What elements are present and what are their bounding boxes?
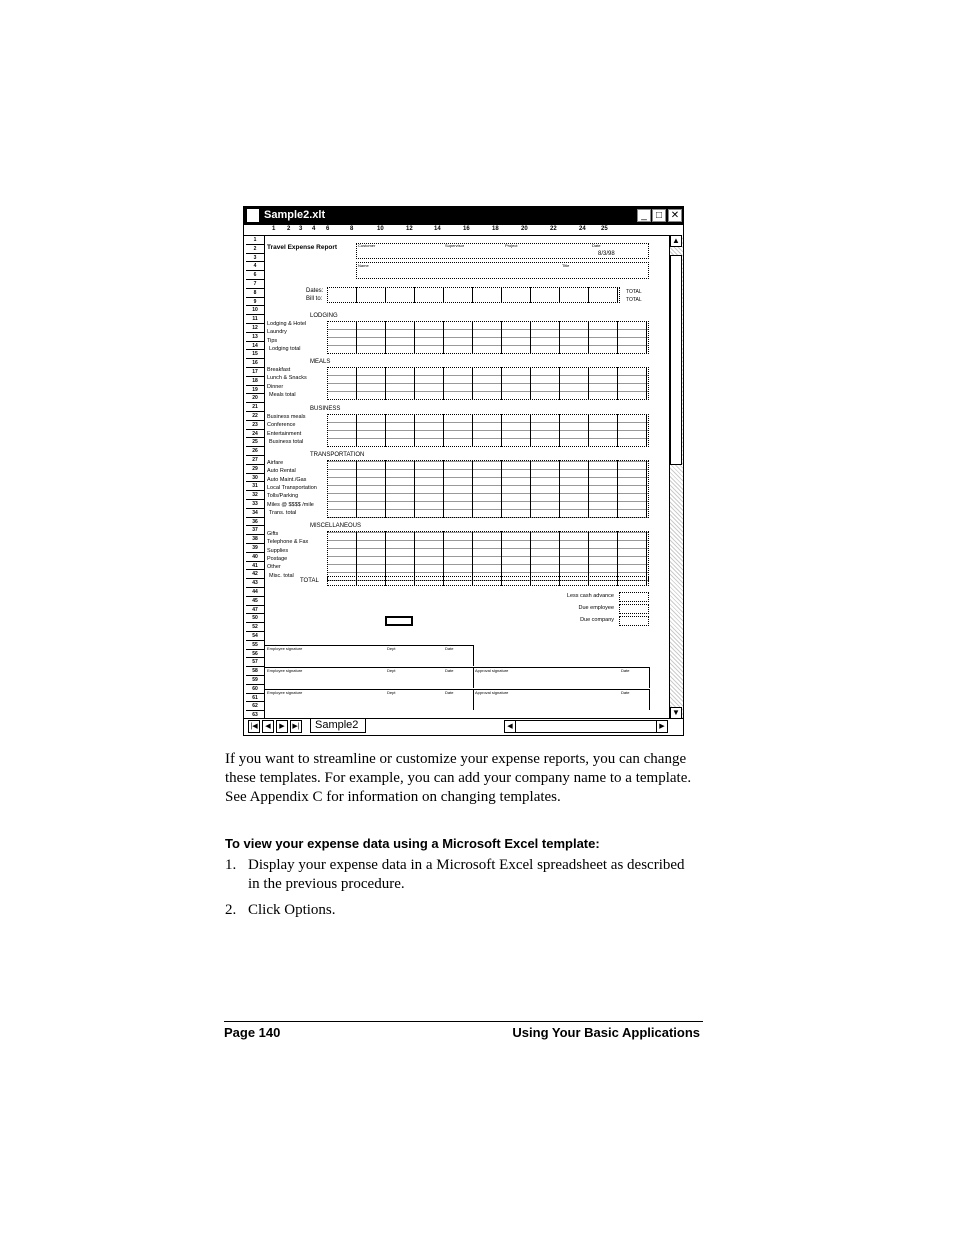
row-header[interactable]: 42: [246, 569, 264, 579]
signature-field-label: Dept: [387, 690, 396, 695]
scroll-up-arrow-icon[interactable]: ▲: [670, 235, 682, 247]
column-header[interactable]: 18: [492, 226, 499, 232]
scroll-thumb[interactable]: [670, 255, 682, 465]
row-header[interactable]: 56: [246, 649, 264, 659]
dates-label: Dates:: [306, 288, 324, 294]
row-header[interactable]: 33: [246, 499, 264, 509]
row-header[interactable]: 2: [246, 244, 264, 254]
row-header[interactable]: 1: [246, 235, 264, 245]
minimize-button[interactable]: _: [637, 209, 651, 222]
line-item-label: Gifts: [267, 531, 279, 537]
line-item-label: Postage: [267, 555, 288, 562]
signature-field-label: Approval signature: [475, 690, 509, 695]
column-header[interactable]: 4: [312, 226, 316, 232]
procedure-heading: To view your expense data using a Microsoft Excel template:: [225, 836, 600, 851]
row-header[interactable]: 7: [246, 279, 264, 289]
row-header[interactable]: 60: [246, 684, 264, 694]
section-heading: LODGING: [310, 313, 338, 319]
row-header[interactable]: 10: [246, 305, 264, 315]
step2-text: Click Options.: [248, 902, 336, 918]
column-header[interactable]: 6: [326, 226, 330, 232]
summary-cell[interactable]: [619, 604, 649, 614]
line-item-label: Other: [267, 564, 281, 571]
line-item-label: Supplies: [267, 547, 289, 554]
row-header[interactable]: 21: [246, 402, 264, 412]
line-item-label: Lodging total: [269, 345, 301, 352]
prev-sheet-icon[interactable]: ◀: [262, 720, 274, 733]
excel-window: [243, 206, 684, 736]
row-header[interactable]: 47: [246, 605, 264, 615]
expense-grid[interactable]: [327, 414, 649, 447]
row-headers[interactable]: [246, 235, 265, 719]
line-item-label: Lodging & Hotel: [267, 321, 307, 327]
line-item-label: Tolls/Parking: [267, 493, 299, 500]
line-item-label: Laundry: [267, 329, 287, 336]
signature-field-label: Dept: [387, 668, 396, 673]
sheet-tab-bar: [244, 718, 683, 735]
window-titlebar[interactable]: [244, 207, 683, 225]
line-item-label: Meals total: [269, 391, 296, 398]
body-paragraph: If you want to streamline or customize your expense reports, you can change these templates. For example, you can add your company name to a template. See Appendix C for information on changing templates.: [225, 751, 692, 805]
sheet-tab-sample2[interactable]: Sample2: [310, 719, 366, 733]
line-item-label: Lunch & Snacks: [267, 375, 307, 382]
signature-field-label: Dept: [387, 646, 396, 651]
row-header[interactable]: 57: [246, 657, 264, 667]
summary-label: Less cash advance: [566, 593, 614, 599]
line-item-label: Miles @ $$$$ /mile: [267, 501, 314, 508]
line-item-label: Dinner: [267, 383, 284, 390]
row-header[interactable]: 44: [246, 587, 264, 597]
row-header[interactable]: 31: [246, 481, 264, 491]
row-header[interactable]: 34: [246, 508, 264, 518]
signature-field-label: Employee signature: [267, 646, 303, 651]
row-header[interactable]: 13: [246, 332, 264, 342]
row-header[interactable]: 29: [246, 464, 264, 474]
column-header[interactable]: 12: [406, 226, 413, 232]
scroll-right-arrow-icon[interactable]: ▶: [656, 720, 668, 733]
row-header[interactable]: 43: [246, 578, 264, 588]
row-header[interactable]: 24: [246, 429, 264, 439]
footer-section-title: Using Your Basic Applications: [512, 1025, 700, 1040]
line-item-label: Trans. total: [269, 509, 297, 516]
row-header[interactable]: 61: [246, 693, 264, 703]
close-button[interactable]: ✕: [668, 209, 682, 222]
line-item-label: Misc. total: [269, 572, 294, 579]
signature-field-label: Date: [445, 646, 454, 651]
excel-document-icon: [247, 209, 259, 222]
column-header[interactable]: 24: [579, 226, 586, 232]
grand-total-grid[interactable]: [327, 576, 649, 586]
scroll-left-arrow-icon[interactable]: ◀: [504, 720, 516, 733]
section-heading: MEALS: [310, 359, 331, 365]
line-item-label: Tips: [267, 337, 278, 344]
row-header[interactable]: 22: [246, 411, 264, 421]
next-sheet-icon[interactable]: ▶: [276, 720, 288, 733]
billto-total: TOTAL: [626, 297, 642, 303]
line-item-label: Business total: [269, 438, 304, 445]
footer-rule: [224, 1021, 703, 1022]
column-header[interactable]: 8: [350, 226, 354, 232]
dates-grid: [327, 287, 620, 303]
column-header[interactable]: 10: [377, 226, 384, 232]
field-project: Project: [505, 243, 518, 248]
line-item-label: Auto Rental: [267, 468, 296, 475]
line-item-label: Breakfast: [267, 367, 291, 373]
row-header[interactable]: 12: [246, 323, 264, 333]
row-header[interactable]: 16: [246, 358, 264, 368]
row-header[interactable]: 55: [246, 640, 264, 650]
row-header[interactable]: 4: [246, 261, 264, 271]
row-header[interactable]: 11: [246, 314, 264, 324]
last-sheet-icon[interactable]: ▶|: [290, 720, 302, 733]
report-title: Travel Expense Report: [267, 244, 338, 251]
row-header[interactable]: 54: [246, 631, 264, 641]
row-header[interactable]: 45: [246, 596, 264, 606]
column-header[interactable]: 14: [434, 226, 441, 232]
signature-field-label: Date: [621, 668, 630, 673]
column-header[interactable]: 3: [299, 226, 303, 232]
date-value: 8/3/98: [598, 251, 615, 257]
signature-field-label: Employee signature: [267, 668, 303, 673]
row-header[interactable]: 30: [246, 473, 264, 483]
column-header[interactable]: 1: [272, 226, 276, 232]
vertical-scrollbar[interactable]: [669, 235, 683, 719]
row-header[interactable]: 17: [246, 367, 264, 377]
first-sheet-icon[interactable]: |◀: [248, 720, 260, 733]
row-header[interactable]: 62: [246, 701, 264, 711]
field-supervisor: Supervisor: [445, 243, 465, 248]
window-title: Sample2.xlt: [264, 209, 326, 221]
section-heading: MISCELLANEOUS: [310, 523, 362, 529]
row-header[interactable]: 9: [246, 297, 264, 307]
line-item-label: Airfare: [267, 460, 284, 466]
row-header[interactable]: 6: [246, 270, 264, 280]
signature-field-label: Approval signature: [475, 668, 509, 673]
summary-cell[interactable]: [619, 616, 649, 626]
row-header[interactable]: 23: [246, 420, 264, 430]
summary-label: Due company: [580, 617, 614, 623]
dates-total: TOTAL: [626, 289, 642, 295]
row-header[interactable]: 20: [246, 393, 264, 403]
row-header[interactable]: 37: [246, 525, 264, 535]
row-header[interactable]: 59: [246, 675, 264, 685]
row-header[interactable]: 58: [246, 666, 264, 676]
scroll-down-arrow-icon[interactable]: ▼: [670, 707, 682, 719]
row-header[interactable]: 63: [246, 710, 264, 720]
billto-label: Bill to:: [306, 296, 323, 302]
field-customer: Customer: [358, 243, 376, 248]
column-header[interactable]: 20: [521, 226, 528, 232]
summary-label: Due employee: [578, 605, 614, 611]
page-number: Page 140: [224, 1025, 281, 1040]
column-header[interactable]: 2: [287, 226, 291, 232]
row-header[interactable]: 25: [246, 437, 264, 447]
row-header[interactable]: 26: [246, 446, 264, 456]
expense-grid[interactable]: [327, 460, 649, 518]
active-cell-cursor[interactable]: [385, 616, 413, 626]
row-header[interactable]: 40: [246, 552, 264, 562]
signature-field-label: Employee signature: [267, 690, 303, 695]
expense-grid[interactable]: [327, 531, 649, 581]
row-header[interactable]: 18: [246, 376, 264, 386]
header-box-bottom: [356, 262, 649, 279]
step1-number: 1.: [225, 857, 237, 873]
row-header[interactable]: 39: [246, 543, 264, 553]
row-header[interactable]: 38: [246, 534, 264, 544]
line-item-label: Local Transportation: [267, 484, 317, 491]
step2-number: 2.: [225, 902, 237, 918]
field-date: Date: [592, 243, 601, 248]
row-header[interactable]: 32: [246, 490, 264, 500]
expense-grid[interactable]: [327, 367, 649, 400]
signature-field-label: Date: [445, 690, 454, 695]
grand-total-label: TOTAL: [300, 578, 319, 584]
expense-grid[interactable]: [327, 321, 649, 354]
line-item-label: Entertainment: [267, 430, 302, 437]
line-item-label: Business meals: [267, 414, 306, 420]
section-heading: TRANSPORTATION: [310, 452, 365, 458]
section-heading: BUSINESS: [310, 406, 341, 412]
row-header[interactable]: 41: [246, 561, 264, 571]
horizontal-scrollbar[interactable]: [504, 720, 668, 733]
row-header[interactable]: 8: [246, 288, 264, 298]
maximize-button[interactable]: □: [652, 209, 666, 222]
summary-cell[interactable]: [619, 592, 649, 602]
row-header[interactable]: 15: [246, 349, 264, 359]
row-header[interactable]: 52: [246, 622, 264, 632]
field-name: Name: [358, 263, 369, 268]
step1-text: Display your expense data in a Microsoft Excel spreadsheet as described in the previous procedure.: [248, 857, 685, 892]
column-header[interactable]: 16: [463, 226, 470, 232]
line-item-label: Conference: [267, 422, 296, 429]
row-header[interactable]: 27: [246, 455, 264, 465]
column-header[interactable]: 22: [550, 226, 557, 232]
signature-field-label: Date: [621, 690, 630, 695]
row-header[interactable]: 3: [246, 253, 264, 263]
row-header[interactable]: 36: [246, 517, 264, 527]
field-title: Title: [562, 263, 570, 268]
row-header[interactable]: 50: [246, 613, 264, 623]
column-header[interactable]: 25: [601, 226, 608, 232]
spreadsheet-area[interactable]: [265, 235, 672, 719]
line-item-label: Auto Maint./Gas: [267, 476, 307, 483]
row-header[interactable]: 19: [246, 385, 264, 395]
row-header[interactable]: 14: [246, 341, 264, 351]
line-item-label: Telephone & Fax: [267, 539, 309, 546]
signature-field-label: Date: [445, 668, 454, 673]
